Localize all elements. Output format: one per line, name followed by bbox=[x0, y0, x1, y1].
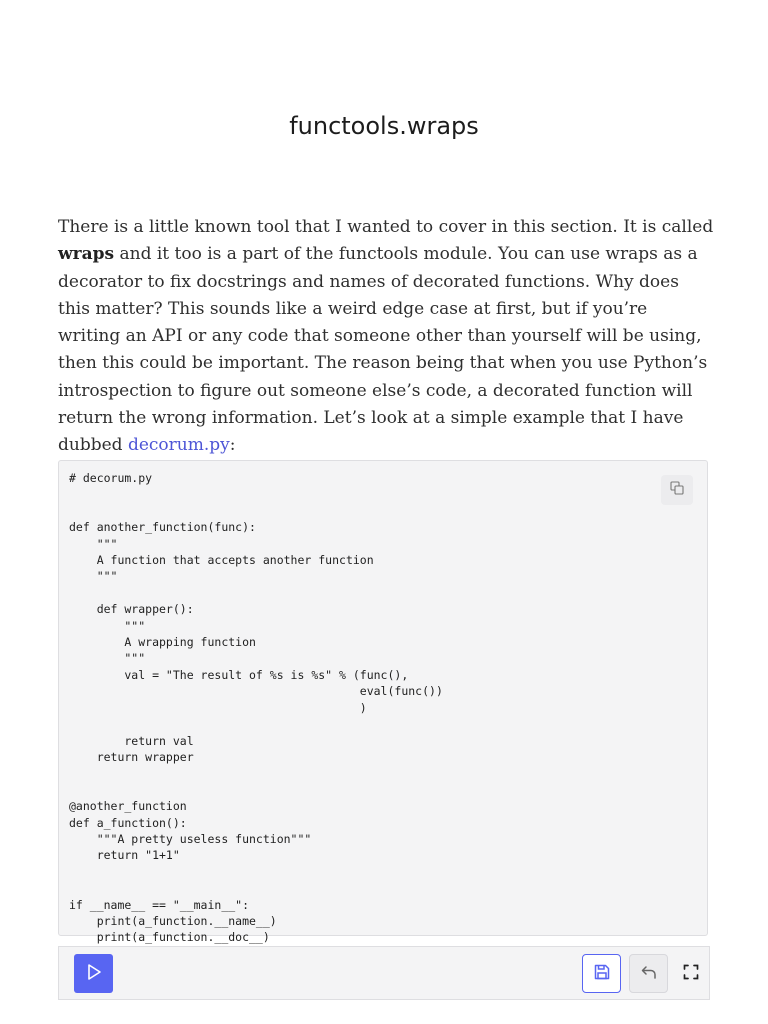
bold-term-wraps: wraps bbox=[58, 244, 115, 265]
reset-button[interactable] bbox=[629, 954, 668, 993]
expand-icon bbox=[683, 964, 699, 984]
article-paragraph bbox=[58, 214, 714, 460]
page-title: functools.wraps bbox=[289, 112, 479, 140]
code-content[interactable]: # decorum.py def another_function(func): """ A function that accepts another function """ def wrapper(): """ A wrapping function """ val = "The result of %s is %s" % (func(), eval(func()) ) return val return wrapper @another_function def a_function(): """A pretty useless function""" return "1+1" if __name__ == "__main__": print(a_function.__name__) print(a_function.__doc__) bbox=[69, 471, 443, 945]
decorum-link[interactable]: decorum.py bbox=[127, 435, 230, 456]
fullscreen-button[interactable] bbox=[673, 954, 709, 993]
paragraph-text-intro: There is a little known tool that I wanted to cover in this section. It is called bbox=[58, 217, 714, 237]
run-button[interactable] bbox=[74, 954, 113, 993]
paragraph-text-end: : bbox=[229, 435, 236, 456]
copy-button[interactable] bbox=[661, 475, 693, 505]
code-toolbar bbox=[58, 946, 710, 1000]
code-editor[interactable] bbox=[58, 460, 708, 945]
copy-icon bbox=[669, 480, 685, 500]
paragraph-text-body: and it too is a part of the functools module. You can use wraps as a decorator to fix docstrings and names of decorated functions. Why does this matter? This sounds like a weird edge case at first, but if you’re writing an API or any code that someone other than yourself will be using, then this could be important. The reason being that when you use Python’s introspection to figure out someone else’s code, a decorated function will return the wrong information. Let’s look at a simple example that I have dubbed bbox=[58, 244, 708, 456]
save-button[interactable] bbox=[582, 954, 621, 993]
save-icon bbox=[593, 963, 611, 985]
play-icon bbox=[86, 963, 102, 985]
undo-icon bbox=[640, 963, 658, 985]
